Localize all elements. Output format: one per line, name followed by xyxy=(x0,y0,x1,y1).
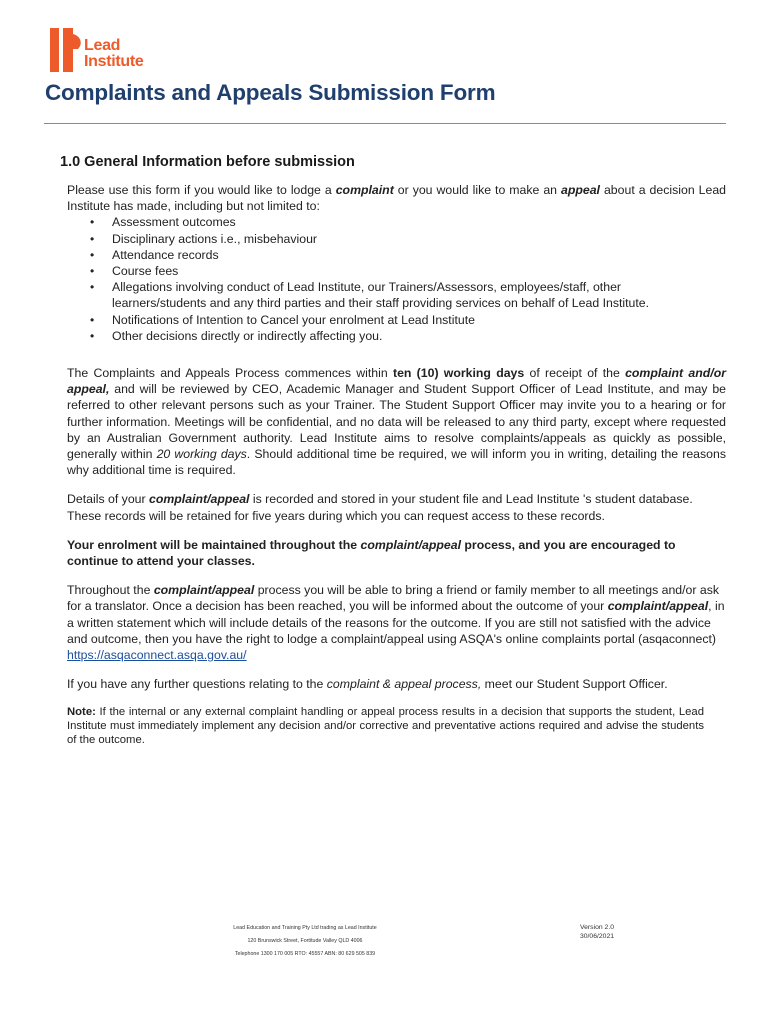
note-paragraph xyxy=(67,705,726,747)
intro-text-3: about a decision Lead Institute has made, including but not limited to: xyxy=(67,183,727,214)
throughout-complaint-appeal-1: complaint/appeal xyxy=(153,583,255,598)
logo-line-lead: Lead xyxy=(84,37,121,54)
asqa-connect-link[interactable]: https://asqaconnect.asqa.gov.au/ xyxy=(67,648,247,663)
throughout-text-1: Throughout the xyxy=(67,583,154,598)
throughout-paragraph xyxy=(67,582,726,663)
details-text-1: Details of your xyxy=(67,492,150,507)
list-item: • Assessment outcomes xyxy=(112,214,726,230)
questions-text-2: meet our Student Support Officer. xyxy=(481,677,668,692)
list-item: • Course fees xyxy=(112,263,726,279)
enrolment-paragraph xyxy=(67,537,726,569)
list-item: • Notifications of Intention to Cancel your enrolment at Lead Institute xyxy=(112,312,726,328)
note-label: Note: xyxy=(67,706,96,719)
process-text-4: . Should additional time be required, we will inform you in writing, detailing the reasons why additional time is required. xyxy=(67,447,726,478)
page-title: Complaints and Appeals Submission Form xyxy=(45,80,496,105)
lead-logo-mark-icon xyxy=(50,28,84,72)
footer-line-3: Telephone 1300 170 005 RTO: 45557 ABN: 80 629 505 839 xyxy=(234,951,376,957)
throughout-complaint-appeal-2: complaint/appeal xyxy=(607,599,709,614)
decision-types-list xyxy=(67,214,726,344)
footer-line-2: 120 Brunswick Street, Fortitude Valley QLD 4006 xyxy=(247,938,363,944)
logo-line-institute: Institute xyxy=(84,53,144,70)
process-complaint-appeal: complaint and/or appeal, xyxy=(67,366,726,397)
enrolment-text-1: Your enrolment will be maintained throughout the xyxy=(67,537,361,552)
questions-text-1: If you have any further questions relating to the xyxy=(67,677,327,692)
section-heading: 1.0 General Information before submission xyxy=(60,154,355,170)
footer-date: 30/06/2021 xyxy=(579,933,615,940)
footer-line-1: Lead Education and Training Pty Ltd trading as Lead Institute xyxy=(233,925,377,931)
process-text-3: and will be reviewed by CEO, Academic Manager and Student Support Officer of Lead Institute, and may be referred to other relevant persons such as your Trainer. The Student Support Officer may invite you to a hearing or for further information. Meetings will be confidential, and no data will be released to any third party, except where requested by an Australian Government authority. Lead Institute aims to resolve complaints/appeals as quickly as possible, generally within xyxy=(67,382,726,462)
process-text-1: The Complaints and Appeals Process commences within xyxy=(67,366,393,381)
intro-text-1: Please use this form if you would like to lodge a xyxy=(67,183,336,197)
process-resolution-time: 20 working days xyxy=(156,447,247,462)
questions-process: complaint & appeal process, xyxy=(326,677,482,692)
lead-institute-logo xyxy=(50,26,160,74)
list-item: • Attendance records xyxy=(112,247,726,263)
throughout-text-3: , in a written statement which will include details of the reasons for the outcome. If you are still not satisfied with the advice and outcome, then you have the right to lodge a complaint/appeal using ASQA's online complaints portal (asqaconnect) xyxy=(67,599,725,646)
details-paragraph xyxy=(67,491,726,523)
process-paragraph xyxy=(67,365,726,478)
throughout-text-2: process you will be able to bring a friend or family member to all meetings and/or ask for a translator. Once a decision has been reached, you will be informed about the outcome of your xyxy=(67,583,720,614)
logo-wordmark xyxy=(84,38,144,70)
list-item: • Other decisions directly or indirectly affecting you. xyxy=(112,328,726,344)
title-divider xyxy=(44,123,726,124)
enrolment-text-2: process, and you are encouraged to continue to attend your classes. xyxy=(67,537,676,569)
footer-version-info xyxy=(572,923,622,941)
note-text: If the internal or any external complaint handling or appeal process results in a decision that supports the student, Lead Institute must immediately implement any decision and/or corrective and preventative actions required and advise the students of the outcome. xyxy=(67,706,704,747)
list-item: • Allegations involving conduct of Lead Institute, our Trainers/Assessors, employees/staff, other learners/students and any third parties and their staff providing services on behalf of Lead Institute. xyxy=(112,279,726,311)
process-text-2: of receipt of the xyxy=(524,366,626,381)
enrolment-complaint-appeal: complaint/appeal xyxy=(360,537,461,552)
intro-appeal: appeal xyxy=(561,183,600,197)
questions-paragraph xyxy=(67,676,726,692)
intro-paragraph xyxy=(67,182,726,214)
details-text-2: is recorded and stored in your student file and Lead Institute 's student database. These records will be retained for five years during which you can request access to these records. xyxy=(67,492,693,523)
intro-complaint: complaint xyxy=(335,183,394,197)
process-timeframe: ten (10) working days xyxy=(392,366,525,381)
footer-version: Version 2.0 xyxy=(579,924,614,931)
form-body xyxy=(67,182,726,747)
details-complaint-appeal: complaint/appeal xyxy=(149,492,250,507)
list-item: • Disciplinary actions i.e., misbehaviour xyxy=(112,231,726,247)
intro-text-2: or you would like to make an xyxy=(393,183,562,197)
footer-company-info xyxy=(190,922,420,961)
